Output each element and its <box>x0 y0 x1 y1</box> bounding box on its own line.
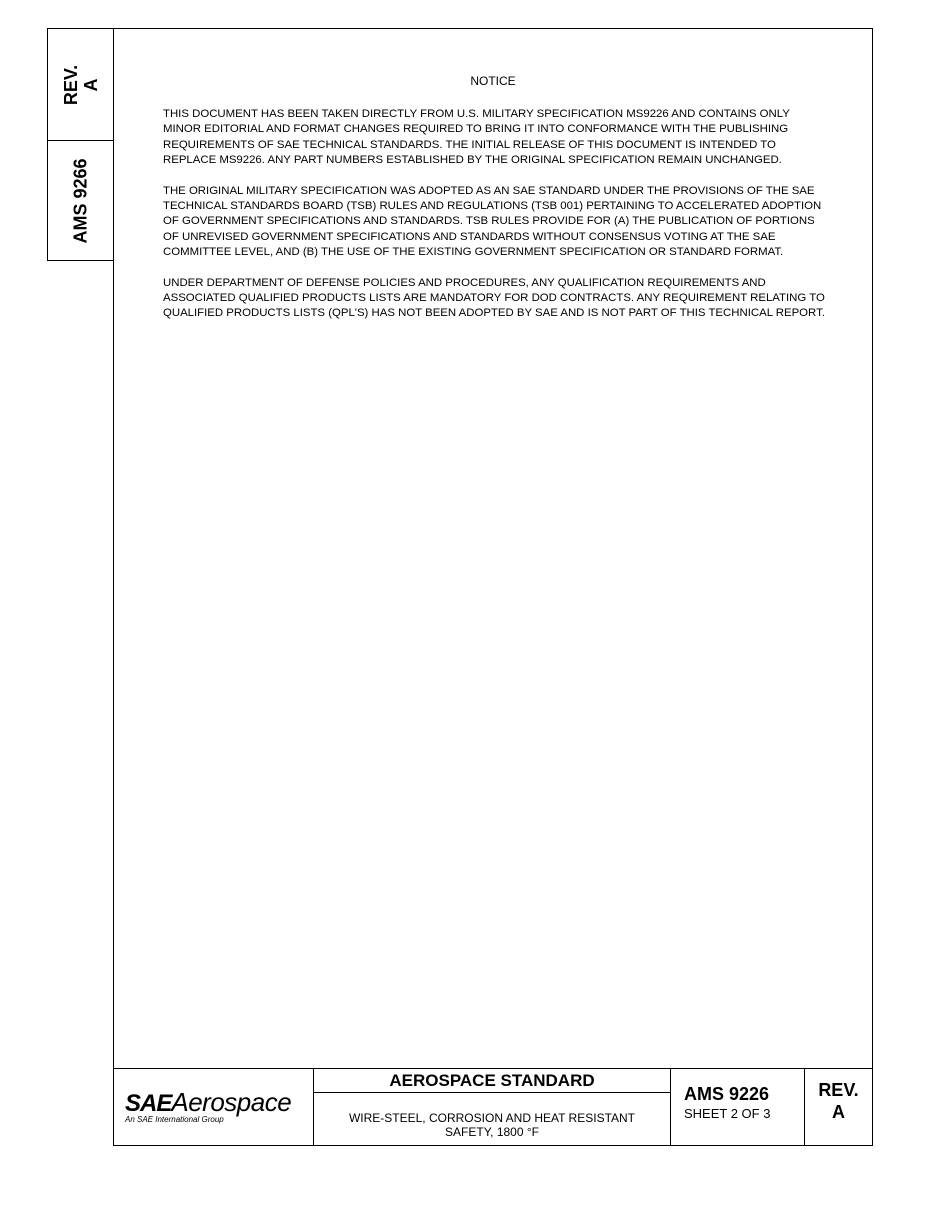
title-cell <box>314 1069 671 1146</box>
revision-text <box>805 1079 872 1123</box>
side-rev-cell <box>48 29 113 141</box>
description-line-1: WIRE-STEEL, CORROSION AND HEAT RESISTANT <box>348 1111 636 1125</box>
sheet-number: SHEET 2 OF 3 <box>684 1106 771 1121</box>
standard-heading: AEROSPACE STANDARD <box>314 1069 670 1093</box>
side-rev-value: A <box>80 78 101 92</box>
side-rev-label: REV. <box>60 64 81 105</box>
notice-paragraph-3: UNDER DEPARTMENT OF DEFENSE POLICIES AND PROCEDURES, ANY QUALIFICATION REQUIREMENTS AND ASSOCIATED QUALIFIED PRODUCTS LISTS ARE MANDATORY FOR DOD CONTRACTS. ANY REQUIREMENT RELATING TO QUALIFIED PRODUCTS LISTS (QPL'S) HAS NOT BEEN ADOPTED BY SAE AND IS NOT PART OF THIS TECHNICAL REPORT. <box>163 276 825 320</box>
logo-aerospace-text: Aerospace <box>171 1087 292 1117</box>
logo-subtitle: An SAE International Group <box>125 1115 224 1124</box>
revision-value: A <box>832 1102 845 1122</box>
description-line-2: SAFETY, 1800 °F <box>445 1125 539 1139</box>
revision-cell <box>805 1069 872 1146</box>
title-block <box>113 1068 873 1146</box>
logo-sae-text: SAE <box>125 1090 172 1117</box>
notice-title: NOTICE <box>470 74 516 88</box>
side-number-cell <box>48 141 113 260</box>
revision-label: REV. <box>818 1080 859 1100</box>
doc-number: AMS 9226 <box>684 1084 770 1104</box>
side-rev-text <box>61 64 101 104</box>
notice-paragraph-2: THE ORIGINAL MILITARY SPECIFICATION WAS ADOPTED AS AN SAE STANDARD UNDER THE PROVISIONS OF THE SAE TECHNICAL STANDARDS BOARD (TSB) RULES AND REGULATIONS (TSB 001) PERTAINING TO ACCELERATED ADOPTION OF GOVERNMENT SPECIFICATIONS AND STANDARDS. TSB RULES PROVIDE FOR (A) THE PUBLICATION OF PORTIONS OF UNREVISED GOVERNMENT SPECIFICATIONS AND STANDARDS WITHOUT CONSENSUS VOTING AT THE SAE COMMITTEE LEVEL, AND (B) THE USE OF THE EXISTING GOVERNMENT SPECIFICATION OR STANDARD FORMAT. <box>163 184 822 259</box>
sae-logo <box>113 1069 314 1146</box>
notice-paragraph-1: THIS DOCUMENT HAS BEEN TAKEN DIRECTLY FROM U.S. MILITARY SPECIFICATION MS9226 AND CONTAINS ONLY MINOR EDITORIAL AND FORMAT CHANGES REQUIRED TO BRING IT INTO CONFORMANCE WITH THE PUBLISHING REQUIREMENTS OF SAE TECHNICAL STANDARDS. THE INITIAL RELEASE OF THIS DOCUMENT IS INTENDED TO REPLACE MS9226. ANY PART NUMBERS ESTABLISHED BY THE ORIGINAL SPECIFICATION REMAIN UNCHANGED. <box>163 108 790 167</box>
logo-wordmark <box>125 1087 291 1118</box>
side-tab <box>47 28 113 261</box>
notice-body <box>163 107 828 337</box>
doc-number-cell <box>671 1069 805 1146</box>
document-description <box>314 1111 670 1139</box>
side-doc-number: AMS 9266 <box>70 157 90 244</box>
